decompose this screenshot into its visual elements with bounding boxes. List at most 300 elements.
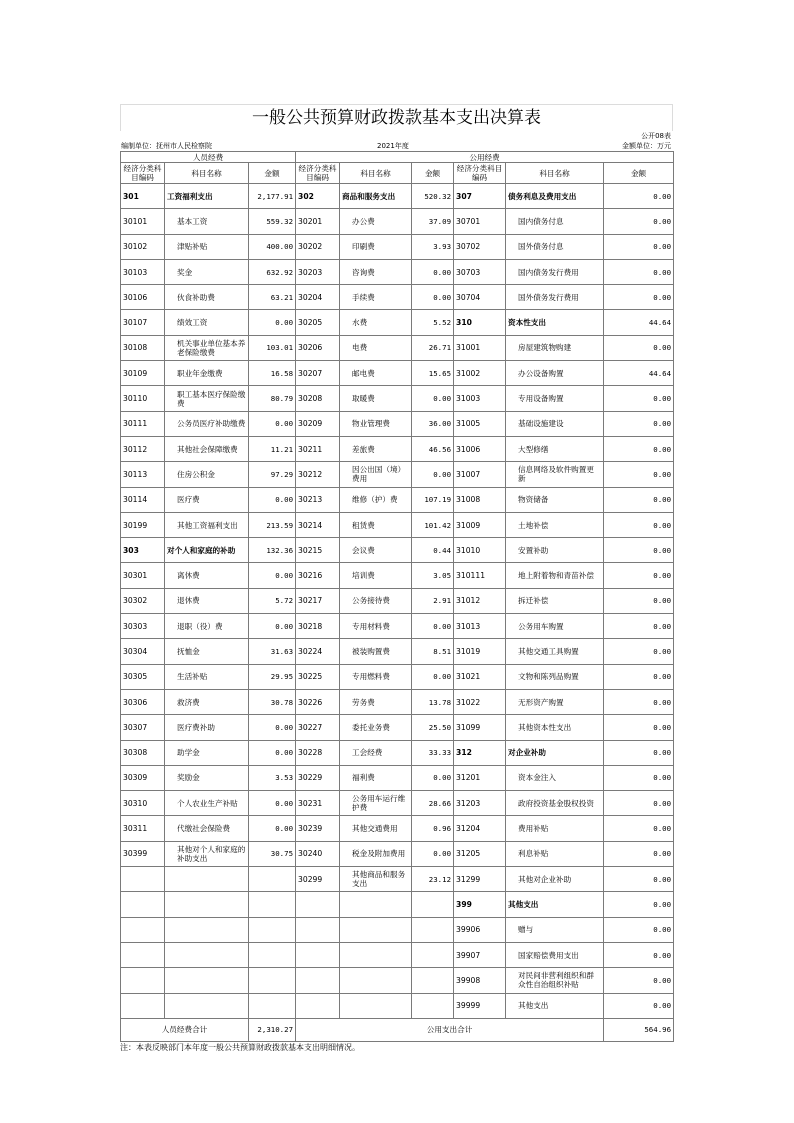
name-cell — [340, 942, 412, 967]
code-cell: 31203 — [454, 791, 506, 816]
code-cell: 31007 — [454, 462, 506, 487]
code-cell: 30305 — [121, 664, 165, 689]
amount-cell: 0.00 — [604, 512, 674, 537]
name-cell: 会议费 — [340, 538, 412, 563]
name-cell: 国内债务付息 — [506, 209, 604, 234]
amount-cell: 0.00 — [604, 816, 674, 841]
amount-cell: 0.00 — [604, 563, 674, 588]
code-cell: 31201 — [454, 765, 506, 790]
table-row — [121, 765, 674, 790]
name-cell: 其他对个人和家庭的补助支出 — [165, 841, 249, 866]
code-cell: 31001 — [454, 335, 506, 360]
totals-row — [121, 1018, 674, 1041]
code-cell: 310 — [454, 310, 506, 335]
amount-cell: 0.00 — [249, 487, 296, 512]
code-cell: 31009 — [454, 512, 506, 537]
amount-cell: 0.00 — [412, 664, 454, 689]
amount-cell: 132.36 — [249, 538, 296, 563]
amount-cell — [412, 968, 454, 993]
name-cell: 国外债务付息 — [506, 234, 604, 259]
name-cell: 被装购置费 — [340, 639, 412, 664]
name-cell: 咨询费 — [340, 259, 412, 284]
amount-cell: 0.00 — [249, 715, 296, 740]
name-cell: 其他工资福利支出 — [165, 512, 249, 537]
code-cell: 31205 — [454, 841, 506, 866]
code-cell: 30227 — [296, 715, 340, 740]
amount-cell: 0.00 — [412, 841, 454, 866]
code-cell: 30211 — [296, 436, 340, 461]
amount-cell: 0.00 — [604, 588, 674, 613]
table-row — [121, 259, 674, 284]
amount-cell: 11.21 — [249, 436, 296, 461]
header-row-group — [121, 152, 674, 163]
table-row — [121, 841, 674, 866]
name-cell: 因公出国（境）费用 — [340, 462, 412, 487]
table-row — [121, 411, 674, 436]
name-cell — [340, 968, 412, 993]
table-row — [121, 639, 674, 664]
amount-cell: 0.00 — [604, 614, 674, 639]
table-row — [121, 715, 674, 740]
code-cell: 30304 — [121, 639, 165, 664]
code-cell: 31002 — [454, 361, 506, 386]
amount-cell: 25.50 — [412, 715, 454, 740]
code-cell: 30203 — [296, 259, 340, 284]
col-code-header: 经济分类科目编码 — [121, 163, 165, 184]
meta-line — [120, 141, 673, 151]
amount-cell: 2.91 — [412, 588, 454, 613]
amount-cell: 0.00 — [604, 411, 674, 436]
table-row — [121, 614, 674, 639]
public-header: 公用经费 — [296, 152, 674, 163]
amount-cell: 0.00 — [604, 841, 674, 866]
name-cell: 物资储备 — [506, 487, 604, 512]
name-cell: 信息网络及软件购置更新 — [506, 462, 604, 487]
col-name-header: 科目名称 — [506, 163, 604, 184]
name-cell: 水费 — [340, 310, 412, 335]
amount-cell: 0.00 — [604, 867, 674, 892]
code-cell: 30215 — [296, 538, 340, 563]
name-cell: 办公费 — [340, 209, 412, 234]
header-row-columns — [121, 163, 674, 184]
amount-cell: 0.00 — [412, 285, 454, 310]
name-cell: 资本性支出 — [506, 310, 604, 335]
name-cell: 其他交通费用 — [340, 816, 412, 841]
code-cell: 307 — [454, 184, 506, 209]
table-row — [121, 689, 674, 714]
amount-cell: 213.59 — [249, 512, 296, 537]
table-row — [121, 917, 674, 942]
amount-cell: 0.00 — [412, 259, 454, 284]
code-cell: 30302 — [121, 588, 165, 613]
table-row — [121, 335, 674, 360]
name-cell: 公务接待费 — [340, 588, 412, 613]
code-cell: 30112 — [121, 436, 165, 461]
name-cell: 专用燃料费 — [340, 664, 412, 689]
table-row — [121, 791, 674, 816]
amount-cell: 0.00 — [604, 639, 674, 664]
name-cell: 商品和服务支出 — [340, 184, 412, 209]
name-cell: 租赁费 — [340, 512, 412, 537]
code-cell: 310111 — [454, 563, 506, 588]
code-cell: 31022 — [454, 689, 506, 714]
name-cell: 津贴补贴 — [165, 234, 249, 259]
amount-cell: 559.32 — [249, 209, 296, 234]
name-cell: 物业管理费 — [340, 411, 412, 436]
amount-cell: 0.00 — [604, 968, 674, 993]
code-cell: 30102 — [121, 234, 165, 259]
name-cell: 医疗费补助 — [165, 715, 249, 740]
code-cell: 30108 — [121, 335, 165, 360]
amount-cell: 3.05 — [412, 563, 454, 588]
amount-cell: 0.00 — [249, 740, 296, 765]
table-row — [121, 892, 674, 917]
table-row — [121, 436, 674, 461]
name-cell: 专用设备购置 — [506, 386, 604, 411]
amount-cell: 0.00 — [604, 993, 674, 1018]
code-cell: 301 — [121, 184, 165, 209]
code-cell: 30106 — [121, 285, 165, 310]
table-row — [121, 867, 674, 892]
col-amount-header: 金额 — [604, 163, 674, 184]
name-cell: 离休费 — [165, 563, 249, 588]
amount-cell: 0.00 — [604, 765, 674, 790]
name-cell: 邮电费 — [340, 361, 412, 386]
name-cell: 印刷费 — [340, 234, 412, 259]
personnel-total-label: 人员经费合计 — [121, 1018, 249, 1041]
code-cell: 31019 — [454, 639, 506, 664]
name-cell: 土地补偿 — [506, 512, 604, 537]
name-cell: 退休费 — [165, 588, 249, 613]
amount-cell: 80.79 — [249, 386, 296, 411]
name-cell — [340, 917, 412, 942]
public-total-value: 564.96 — [604, 1018, 674, 1041]
code-cell: 303 — [121, 538, 165, 563]
code-cell — [121, 942, 165, 967]
code-cell: 39906 — [454, 917, 506, 942]
name-cell: 对个人和家庭的补助 — [165, 538, 249, 563]
name-cell: 税金及附加费用 — [340, 841, 412, 866]
code-cell: 31006 — [454, 436, 506, 461]
code-cell: 30702 — [454, 234, 506, 259]
name-cell: 福利费 — [340, 765, 412, 790]
name-cell: 生活补贴 — [165, 664, 249, 689]
name-cell: 其他交通工具购置 — [506, 639, 604, 664]
name-cell — [165, 968, 249, 993]
name-cell: 国外债务发行费用 — [506, 285, 604, 310]
amount-cell: 0.00 — [604, 234, 674, 259]
amount-cell: 0.00 — [604, 791, 674, 816]
table-row — [121, 386, 674, 411]
code-cell: 30228 — [296, 740, 340, 765]
name-cell: 基本工资 — [165, 209, 249, 234]
code-cell: 31010 — [454, 538, 506, 563]
amount-cell: 400.00 — [249, 234, 296, 259]
amount-cell: 0.00 — [604, 335, 674, 360]
personnel-total-value: 2,310.27 — [249, 1018, 296, 1041]
table-row — [121, 968, 674, 993]
report-sheet — [120, 104, 673, 1054]
amount-cell: 8.51 — [412, 639, 454, 664]
code-cell: 30303 — [121, 614, 165, 639]
name-cell: 拆迁补偿 — [506, 588, 604, 613]
table-row — [121, 361, 674, 386]
code-cell: 30214 — [296, 512, 340, 537]
code-cell: 30218 — [296, 614, 340, 639]
name-cell: 赠与 — [506, 917, 604, 942]
name-cell: 医疗费 — [165, 487, 249, 512]
name-cell — [340, 892, 412, 917]
amount-cell — [249, 968, 296, 993]
code-cell — [121, 867, 165, 892]
code-cell: 30113 — [121, 462, 165, 487]
code-cell: 31299 — [454, 867, 506, 892]
amount-cell: 16.58 — [249, 361, 296, 386]
amount-cell: 23.12 — [412, 867, 454, 892]
amount-cell: 13.78 — [412, 689, 454, 714]
name-cell: 文物和陈列品购置 — [506, 664, 604, 689]
compiling-unit: 编制单位：抚州市人民检察院 — [121, 142, 212, 150]
amount-cell: 0.00 — [604, 462, 674, 487]
name-cell: 代缴社会保险费 — [165, 816, 249, 841]
amount-cell: 30.78 — [249, 689, 296, 714]
col-amount-header: 金额 — [412, 163, 454, 184]
amount-cell: 3.53 — [249, 765, 296, 790]
amount-cell: 0.00 — [249, 614, 296, 639]
name-cell: 其他资本性支出 — [506, 715, 604, 740]
code-cell: 31005 — [454, 411, 506, 436]
code-cell: 30205 — [296, 310, 340, 335]
col-amount-header: 金额 — [249, 163, 296, 184]
code-cell: 30103 — [121, 259, 165, 284]
name-cell: 国内债务发行费用 — [506, 259, 604, 284]
amount-cell — [249, 993, 296, 1018]
amount-cell — [412, 917, 454, 942]
amount-cell — [249, 942, 296, 967]
name-cell: 工会经费 — [340, 740, 412, 765]
code-cell: 30311 — [121, 816, 165, 841]
code-cell: 30213 — [296, 487, 340, 512]
amount-cell: 0.00 — [412, 386, 454, 411]
name-cell — [165, 892, 249, 917]
name-cell: 手续费 — [340, 285, 412, 310]
code-cell: 30310 — [121, 791, 165, 816]
name-cell: 大型修缮 — [506, 436, 604, 461]
amount-cell: 63.21 — [249, 285, 296, 310]
amount-cell: 30.75 — [249, 841, 296, 866]
name-cell: 债务利息及费用支出 — [506, 184, 604, 209]
table-row — [121, 993, 674, 1018]
table-row — [121, 234, 674, 259]
table-row — [121, 310, 674, 335]
amount-cell — [412, 942, 454, 967]
code-cell: 30111 — [121, 411, 165, 436]
amount-cell: 0.00 — [604, 715, 674, 740]
name-cell: 取暖费 — [340, 386, 412, 411]
name-cell: 职工基本医疗保险缴费 — [165, 386, 249, 411]
amount-cell: 103.01 — [249, 335, 296, 360]
name-cell: 住房公积金 — [165, 462, 249, 487]
code-cell: 30114 — [121, 487, 165, 512]
code-cell: 302 — [296, 184, 340, 209]
table-row — [121, 184, 674, 209]
name-cell — [165, 867, 249, 892]
code-cell: 30226 — [296, 689, 340, 714]
name-cell: 房屋建筑物购建 — [506, 335, 604, 360]
code-cell: 30209 — [296, 411, 340, 436]
code-cell: 30107 — [121, 310, 165, 335]
name-cell: 个人农业生产补贴 — [165, 791, 249, 816]
name-cell: 办公设备购置 — [506, 361, 604, 386]
table-row — [121, 740, 674, 765]
table-body — [121, 184, 674, 1019]
amount-cell: 36.00 — [412, 411, 454, 436]
col-code-header: 经济分类科目编码 — [296, 163, 340, 184]
code-cell — [296, 892, 340, 917]
amount-cell: 15.65 — [412, 361, 454, 386]
code-cell — [121, 993, 165, 1018]
amount-cell: 97.29 — [249, 462, 296, 487]
amount-cell: 0.00 — [249, 411, 296, 436]
amount-cell — [249, 867, 296, 892]
code-cell: 30308 — [121, 740, 165, 765]
amount-cell: 0.00 — [604, 942, 674, 967]
amount-cell: 0.44 — [412, 538, 454, 563]
code-cell: 30206 — [296, 335, 340, 360]
amount-cell: 0.00 — [604, 917, 674, 942]
amount-cell: 0.00 — [604, 259, 674, 284]
name-cell — [340, 993, 412, 1018]
expenditure-table — [120, 151, 674, 1042]
code-cell: 30704 — [454, 285, 506, 310]
name-cell: 无形资产购置 — [506, 689, 604, 714]
amount-cell: 3.93 — [412, 234, 454, 259]
amount-cell — [249, 917, 296, 942]
code-cell: 30240 — [296, 841, 340, 866]
code-cell: 30229 — [296, 765, 340, 790]
code-cell: 30399 — [121, 841, 165, 866]
amount-cell: 0.00 — [604, 184, 674, 209]
col-name-header: 科目名称 — [340, 163, 412, 184]
table-row — [121, 942, 674, 967]
amount-cell: 28.66 — [412, 791, 454, 816]
code-cell: 30299 — [296, 867, 340, 892]
name-cell: 地上附着物和青苗补偿 — [506, 563, 604, 588]
name-cell: 国家赔偿费用支出 — [506, 942, 604, 967]
code-cell — [296, 993, 340, 1018]
name-cell — [165, 942, 249, 967]
amount-cell: 0.00 — [249, 563, 296, 588]
name-cell: 差旅费 — [340, 436, 412, 461]
code-cell: 39907 — [454, 942, 506, 967]
name-cell: 奖励金 — [165, 765, 249, 790]
amount-cell: 0.00 — [604, 436, 674, 461]
amount-cell: 0.00 — [604, 538, 674, 563]
amount-cell: 0.00 — [249, 816, 296, 841]
code-cell: 30110 — [121, 386, 165, 411]
code-cell: 31008 — [454, 487, 506, 512]
name-cell: 退职（役）费 — [165, 614, 249, 639]
amount-cell: 0.00 — [412, 614, 454, 639]
name-cell: 其他对企业补助 — [506, 867, 604, 892]
name-cell: 公务用车购置 — [506, 614, 604, 639]
code-cell: 30225 — [296, 664, 340, 689]
code-cell: 399 — [454, 892, 506, 917]
code-cell: 30703 — [454, 259, 506, 284]
code-cell — [121, 968, 165, 993]
amount-cell: 0.00 — [604, 386, 674, 411]
amount-cell: 0.00 — [604, 487, 674, 512]
code-cell: 30307 — [121, 715, 165, 740]
col-code-header: 经济分类科目编码 — [454, 163, 506, 184]
name-cell: 其他社会保障缴费 — [165, 436, 249, 461]
name-cell: 其他商品和服务支出 — [340, 867, 412, 892]
amount-cell: 107.19 — [412, 487, 454, 512]
col-name-header: 科目名称 — [165, 163, 249, 184]
fiscal-year: 2021年度 — [377, 142, 409, 150]
code-cell: 30109 — [121, 361, 165, 386]
name-cell: 委托业务费 — [340, 715, 412, 740]
name-cell: 安置补助 — [506, 538, 604, 563]
form-number-line — [120, 131, 673, 141]
name-cell: 专用材料费 — [340, 614, 412, 639]
name-cell: 其他支出 — [506, 892, 604, 917]
code-cell: 31021 — [454, 664, 506, 689]
name-cell — [165, 993, 249, 1018]
amount-cell: 0.96 — [412, 816, 454, 841]
public-total-label: 公用支出合计 — [296, 1018, 604, 1041]
code-cell: 30306 — [121, 689, 165, 714]
amount-cell: 2,177.91 — [249, 184, 296, 209]
code-cell: 30101 — [121, 209, 165, 234]
name-cell: 抚恤金 — [165, 639, 249, 664]
code-cell: 30231 — [296, 791, 340, 816]
table-row — [121, 209, 674, 234]
code-cell: 30212 — [296, 462, 340, 487]
name-cell: 奖金 — [165, 259, 249, 284]
name-cell: 基础设施建设 — [506, 411, 604, 436]
amount-cell: 46.56 — [412, 436, 454, 461]
amount-cell: 5.52 — [412, 310, 454, 335]
name-cell: 维修（护）费 — [340, 487, 412, 512]
name-cell: 电费 — [340, 335, 412, 360]
table-row — [121, 588, 674, 613]
name-cell: 培训费 — [340, 563, 412, 588]
amount-cell: 0.00 — [412, 765, 454, 790]
table-row — [121, 816, 674, 841]
amount-cell: 0.00 — [604, 892, 674, 917]
table-row — [121, 512, 674, 537]
money-unit: 金额单位：万元 — [622, 142, 671, 150]
form-number: 公开08表 — [641, 132, 671, 140]
amount-cell: 26.71 — [412, 335, 454, 360]
table-row — [121, 664, 674, 689]
code-cell: 39999 — [454, 993, 506, 1018]
code-cell: 31012 — [454, 588, 506, 613]
amount-cell: 5.72 — [249, 588, 296, 613]
code-cell: 30199 — [121, 512, 165, 537]
code-cell: 312 — [454, 740, 506, 765]
amount-cell: 29.95 — [249, 664, 296, 689]
amount-cell: 31.63 — [249, 639, 296, 664]
code-cell: 30208 — [296, 386, 340, 411]
code-cell: 31204 — [454, 816, 506, 841]
code-cell: 31013 — [454, 614, 506, 639]
table-row — [121, 462, 674, 487]
code-cell: 30309 — [121, 765, 165, 790]
amount-cell: 0.00 — [604, 285, 674, 310]
amount-cell: 33.33 — [412, 740, 454, 765]
